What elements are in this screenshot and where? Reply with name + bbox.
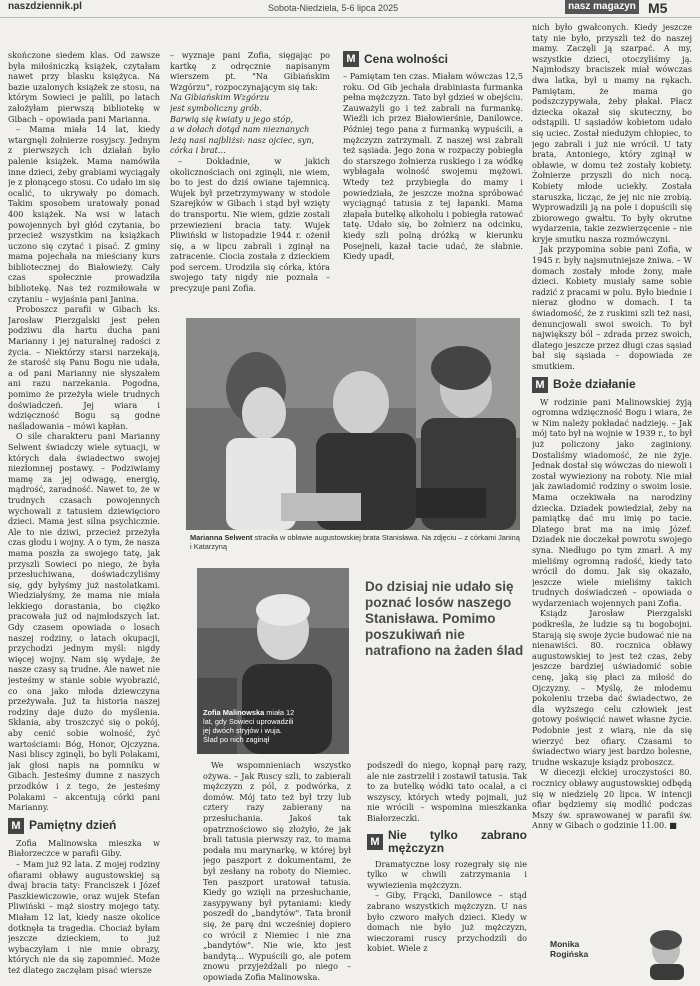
poem-line: Barwią się kwiaty u jego stóp,	[170, 113, 294, 124]
section-title: Nie tylko zabrano mężczyzn	[388, 827, 527, 855]
page-number: M5	[648, 0, 668, 16]
section-title: Pamiętny dzień	[29, 818, 117, 833]
paragraph: W rodzinie pani Malinowskiej żyją ogromna wdzięczność Bogu i wiara, że w Nim należy pokładać nadzieję. – Jak mój tato był na wojnie w 1939 r., to był już policzony jako zaginiony. Dostaliśmy wiadomość, że nie żyje. Jednak dostał się wówczas do niewoli i został wywieziony na roboty. Nie miał jak zawiadomić rodziny o swoim losie. Mama oczekiwała na narodziny dziecka. Dziadek powiedział, żeby na pamiątkę dać mu imię po tacie. Dlatego brat ma na imię Józef. Dziadek nie doczekał powrotu swojego syna. Niedługo po tym zmarł. A my mieliśmy ogromną radość, kiedy tato wrócił do domu. Jak się okazało, jeszcze wiele mieliśmy takich trudnych doświadczeń – opowiada o wydarzeniach wojennych pani Zofia.	[532, 396, 692, 608]
issue-date: Sobota-Niedziela, 5-6 lipca 2025	[268, 3, 399, 13]
photo-family-image	[186, 318, 520, 530]
section-heading	[8, 818, 160, 834]
column-3-top	[343, 46, 523, 314]
poem-line: leżą nasi najbliżsi: nasz ojciec, syn,	[170, 134, 315, 145]
paragraph: – Giby, Frącki, Danilowce – stąd zabrano wszystkich mężczyzn. U nas było czworo małych dzieci. Kiedy w domach nie było już mężczyzn, wieczorami ruscy przychodzili do kobiet. Wiele z	[367, 890, 527, 954]
paragraph: – Pamiętam ten czas. Miałam wówczas 12,5 roku. Od Gib jechała drabiniasta furmanka pełna mężczyzn. Tato był gdzieś w obejściu. Zauważyli go i też zabrali na furmankę. Wieźli ich przez Białowierśnie, Danilowce. Później tego pana z furmanką wypuścili, a mężczyzn zatrzymali. Z naszej wsi zabrali też sąsiada. Jego żona w rozpaczy pobiegła do starszego żołnierza ruskiego i za wódkę wybłagała wolność swojemu mężowi. Wtedy też przybiegła do mamy i powiedziała, że jeszcze można spróbować wyciągnąć tatusia z tej łapanki. Mama złapała butelkę alkoholu i pobiegła ratować tatę. Udało się, bo żołnierz na odcinku, kiedy szli polną dróżką w kierunku Posejneli, kazał tacie udać, że słabnie. Kiedy upadł,	[343, 71, 523, 262]
column-4	[532, 22, 692, 932]
section-heading	[367, 829, 527, 855]
column-2-top	[170, 50, 330, 316]
photo-family	[186, 318, 520, 530]
paragraph: podszedł do niego, kopnął parę razy, ale nie zastrzelił i zostawił tatusia. Tak to za butelkę wódki tato ocalał, a ci wszyscy, których wtedy pojmali, już nie wrócili – wspomina mieszkanka Białorzeczki.	[367, 760, 527, 823]
poem-line: córka i brat…	[170, 145, 226, 156]
paragraph: – Mama miała 14 lat, kiedy wtargnęli żołnierze rosyjscy. Jednym z pierwszych ich działań było palenie książek. Mama namówiła inne dzieci, żeby grabiami wyciągały je z płonącego stosu. Co udało im się ocalić, to ukrywały po domach. Takim sposobem uratowały ponad 400 książek. Na wsi w latach powojennych był głód czytania, bo przecież wszystkim na książkach uczono się czytać i pisać. Z gminy mama pojechała na mieściany kurs bibliotecznej do Białowieży. Cały czas społecznie prowadziła bibliotekę. Nas też rozmiłowała w czytaniu – wyjaśnia pani Janina.	[8, 124, 160, 304]
photo-family-caption	[190, 533, 522, 551]
photo-portrait-caption	[203, 708, 298, 744]
section-title: Boże działanie	[553, 377, 636, 392]
author-photo-image	[636, 922, 692, 980]
pull-quote: Do dzisiaj nie udało się poznać losów naszego Stanisława. Pomimo poszukiwań nie natrafiono na żaden ślad	[365, 579, 524, 658]
caption-name: Zofia Malinowska	[203, 708, 265, 717]
poem-line: a w dołach dotąd nam nieznanych	[170, 124, 310, 135]
paragraph: We wspomnieniach wszystko ożywa. – Jak Ruscy szli, to zabierali mężczyzn z pól, z podwórka, z domów. Mój tato też był trzy lub cztery razy zabierany na przesłuchania. Jakoś tak opatrznościowo się złożyło, że jak brali tatusia pierwszy raz, to mama podała mu marynarkę, w której był jego paszport z dokumentami, że był zesłany na roboty do Niemiec. Ten paszport uratował tatusia. Kiedy go wzięli na przesłuchanie, zasypywany był pytaniami: kiedy poszedł do „bandytów". Tata bronił się, że parę dni wcześniej dopiero co wrócił z Niemiec i nie zna „bandytów". Nie wie, kto jest bandytą… Wypuścili go, ale potem znowu przyjeżdżali po niego – opowiada Zofia Malinowska.	[203, 760, 351, 982]
photo-portrait	[197, 568, 349, 754]
paragraph: – Mam już 92 lata. Z mojej rodziny ofiarami obławy augustowskiej są dwaj bracia taty: Franciszek i Józef Paszkiewiczowie, oraz wujek Stefan Pliwiński – mąż siostry mojego taty. Miałam 12 lat, kiedy nasze okolice dotknęła ta tragedia. Chociaż byłam jeszcze dzieckiem, to już wybaczyłam i nie mnie obrazy, których nie da się zapomnieć. Może też dlatego zaczęłam pisać wiersze	[8, 858, 160, 975]
paragraph: – wyznaje pani Zofia, sięgając po kartkę z odręcznie napisanym wierszem pt. "Na Gibiańskim Wzgórzu", rozpoczynającym się tak:	[170, 50, 330, 92]
paragraph: Dramatyczne losy rozegrały się nie tylko w chwili zatrzymania i wywiezienia mężczyzn.	[367, 858, 527, 890]
paragraph: W diecezji ełckiej uroczystości 80. rocznicy obławy augustowskiej odbędą się w niedzielę 20 lipca. W intencji ofiar będziemy się modlić podczas Mszy św. sprawowanej w parafii św. Anny w Gibach o godzinie 11.00. ■	[532, 767, 692, 831]
paragraph: O sile charakteru pani Marianny Selwent świadczy wiele sytuacji, w których dała świadectwo swojej niezłomnej postawy. – Podziwiamy mamę za jej odwagę, energię, mądrość, zaradność. Nawet to, że w trudnych czasach powojennych wychowali z tatusiem dziewięciorо dzieci. Mama jest silna psychicznie. Ale to nie dziwi, przecież przeżyła czas głodu i wojny. A o tym, że nasza mama poszła za swojego tatę, jak przyszli Sowieci po niego, że była przesłuchiwana, doświadczyliśmy się, gdy byłyśmy już nastolatkami. Wiedziałyśmy, że mama nie miała lekkiego dorastania, bo ciężko pracowała już od najmłodszych lat. Gdy czasem opowiada o losach naszej rodziny, o latach okupacji, przychodzi jednym myśl: nigdy więcej wojny. Nam się wydaje, że nasze czasy są trudne. Ale nawet nie jesteśmy w stanie sobie wyobrazić, co ona jako młoda dziewczyna przeżywała. Już ta historia naszej rodziny daje dużo do myślenia. Skłania, aby troszczyć się o pokój, aby cenić sobie wolność, żyć wartościami: Bóg, Honor, Ojczyzna. Nasi bliscy zginęli, bo byli Polakami, jak głosi napis na pomniku w Gibach. Jesteśmy dumne z naszych przodków i z tego, że jesteśmy Polakami – akcentują córki pani Marianny.	[8, 431, 160, 813]
section-marker-icon: M	[532, 377, 548, 393]
author-first-name: Monika	[550, 939, 580, 949]
section-heading	[343, 51, 523, 67]
poem-line: jest symboliczny grób.	[170, 102, 262, 113]
section-heading	[532, 377, 692, 393]
paragraph: skończone siedem klas. Od zawsze była miłośniczką książek, czytałam nawet przy blasku księżyca. Na bazie uzalonych książek ze stosu, na którym Sowieci je palili, po latach założyłam pierwszą bibliotekę w Gibach – opowiada pani Marianna.	[8, 50, 160, 124]
paragraph: Ksiądz Jarosław Pierzgalski podkreśla, że ludzie są tu bogobojni. Starają się swoje życie budować nie na nienawiści. 80. rocznica obławy augustowskiej to jest też czas, żeby jeszcze bardziej uświadomić sobie cenę, jaką się płaci za miłość do Ojczyzny. – Myślę, że młodemu pokoleniu trzeba dać świadectwo, że dla wyższego celu człowiek jest gotowy poświęcić nawet własne życie. Podobnie jest z wiarą, nie da się wierzyć bez ofiary. Czasami to świadectwo wiary jest bardzo bolesne, trudne wskazuje ksiądz proboszcz.	[532, 608, 692, 767]
section-marker-icon: M	[343, 51, 359, 67]
paragraph: nich było gwałconych. Kiedy jeszcze taty nie było, przyszli też do naszej mamy. Zaczęli ją szarpać. A my, wszystkie dzieci, otoczyliśmy ją. Najmłodszy braciszek miał wówczas dwa latka, był u mamy na rękach. Pamiętam, że mama go podszczypywała, żeby płakał. Płacz dziecka okazał się skuteczny, bo odstąpili. U sąsiadów kobietom udało się uciec. Został niedużym chłopiec, to jego zabrali i już nie wrócił. U taty brata, Antoniego, który zginął w obławie, w domu też zostały kobiety. Żołnierze przyszli do nich nocą. Kobiety młode uciekły. Została staruszka, licząc, że jej nic nie zrobią. Wyprowadzili ją na pole i dopuścili się zbiorowego gwałtu. To były okrutne wydarzenia, takie zezwierzęcenie – nie kryje smutku nasza rozmówczyni.	[532, 22, 692, 244]
poem-line: Na Gibiańskim Wzgórzu	[170, 92, 270, 103]
caption-text: miała 12 lat, gdy Sowieci uprowadzili jej dwóch stryjów i wuja. Ślad po nich zaginął	[203, 708, 295, 744]
column-2-bottom	[203, 760, 351, 982]
section-marker-icon: M	[367, 834, 383, 850]
author-byline	[550, 939, 588, 959]
column-3-bottom	[367, 760, 527, 982]
paragraph: – Dokładnie, w jakich okolicznościach oni zginęli, nie wiem, bo to jest do dziś owiane tajemnicą. Wujek był przetrzymywany w stodole Szarejków w Gibach i stąd był wzięty do transportu. Nie wiem, gdzie zostali przewiezieni bracia taty. Wujek Pliwiński w listopadzie 1944 r. ożenił się, a w lipcu zabrali i zginął na zatracenie. Ciocia została z dzieckiem pod sercem. Urodziła się córka, która swojego taty nigdy nie poznała – precyzuje pani Zofia.	[170, 155, 330, 294]
page-header	[0, 0, 700, 18]
caption-text: straciła w obławie augustowskiej brata Stanisława. Na zdjęciu – z córkami Janiną i Katarzyną	[190, 533, 520, 551]
section-marker-icon: M	[8, 818, 24, 834]
section-tag: nasz magazyn	[565, 0, 639, 14]
paragraph: Zofia Malinowska mieszka w Białorzeczce w parafii Giby.	[8, 837, 160, 859]
column-1	[8, 50, 160, 980]
paragraph: Jak przypomina sobie pani Zofia, w 1945 r. były najsmutniejsze żniwa. – W domach zostały młode żony, małe dzieci. Kobiety musiały same sobie radzić z pracami w polu. Było biednie i nieraz głodno w domach. I ta świadomość, że z ruskimi szli też nasi, denuncjowali swoi swoich. To był największy ból – zdrada przez swoich, dlatego jeszcze przez długi czas sąsiad bał się sąsiada – dopowiada ze smutkiem.	[532, 244, 692, 371]
author-last-name: Rogińska	[550, 949, 589, 959]
author-photo	[636, 922, 692, 980]
paragraph: Proboszcz parafii w Gibach ks. Jarosław Pierzgalski jest pełen podziwu dla hartu ducha pani Marianny i jej naturalnej radości z życia. – Niektórzy starsi narzekają, że starość się Panu Bogu nie udała, a od pani Marianny nie słyszałem ani razu narzekania. Pogodna, pomimo że przeżyła wiele trudnych doświadczeń. Jej wiara i wdzięczność Bogu są godne naśladowania – mówi kapłan.	[8, 304, 160, 431]
section-title: Cena wolności	[364, 51, 449, 66]
site-name: naszdziennik.pl	[8, 1, 82, 12]
caption-name: Marianna Selwent	[190, 533, 253, 542]
